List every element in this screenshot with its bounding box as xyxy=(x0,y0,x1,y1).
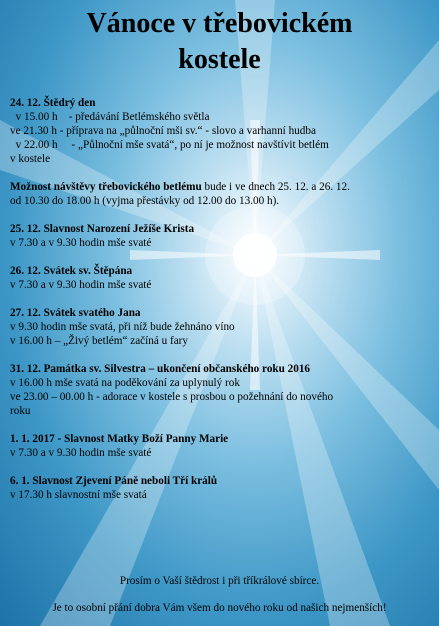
schedule xyxy=(10,96,436,502)
day25-heading: 25. 12. Slavnost Narození Ježíše Krista xyxy=(10,223,195,235)
visit-rest: bude i ve dnech 25. 12. a 26. 12. xyxy=(201,181,350,193)
footer-line-2: Je to osobní přání dobra Vám všem do nového roku od našich nejmenších! xyxy=(52,602,387,614)
footer-line-1: Prosím o Vaší štědrost i při tříkrálové sbírce. xyxy=(119,575,320,587)
day1-heading: 1. 1. 2017 - Slavnost Matky Boží Panny Marie xyxy=(10,433,229,445)
day24-line-4: v kostele xyxy=(10,153,51,165)
visit-line-2: od 10.30 do 18.00 h (vyjma přestávky od 12.00 do 13.00 h). xyxy=(10,195,280,207)
day27-line-2: v 16.00 h – „Živý betlém“ začíná u fary xyxy=(10,335,189,347)
day6-line-1: v 17.30 h slavnostní mše svatá xyxy=(10,489,147,501)
day26-heading: 26. 12. Svátek sv. Štěpána xyxy=(10,265,133,277)
visit-line-1 xyxy=(10,180,436,194)
day27-heading: 27. 12. Svátek svatého Jana xyxy=(10,307,141,319)
title-line-1: Vánoce v třebovickém xyxy=(86,8,353,39)
day24-heading: 24. 12. Štědrý den xyxy=(10,97,96,109)
day24-line-2: ve 21.30 h - příprava na „půlnoční mši sv.“ - slovo a varhanní hudba xyxy=(10,125,316,137)
day31-line-2: ve 23.00 – 00.00 h - adorace v kostele s prosbou o požehnání do nového xyxy=(10,391,334,403)
day31-heading: 31. 12. Památka sv. Silvestra – ukončení občanského roku 2016 xyxy=(10,363,311,375)
day24-line-3: v 22.00 h - „Půlnoční mše svatá“, po ní je možnost navštívit betlém xyxy=(10,139,329,151)
day31-line-3: roku xyxy=(10,405,31,417)
visit-bold: Možnost návštěvy třebovického betlému xyxy=(10,181,202,193)
day26-line-1: v 7.30 a v 9.30 hodin mše svaté xyxy=(10,279,152,291)
day24-line-1: v 15.00 h - předávání Betlémského světla xyxy=(10,111,210,123)
day1-line-1: v 7.30 a v 9.30 hodin mše svaté xyxy=(10,447,152,459)
day25-line-1: v 7.30 a v 9.30 hodin mše svaté xyxy=(10,237,152,249)
title-line-2: kostele xyxy=(178,44,261,75)
day6-heading: 6. 1. Slavnost Zjevení Páně neboli Tří králů xyxy=(10,475,218,487)
day27-line-1: v 9.30 hodin mše svatá, při níž bude žehnáno víno xyxy=(10,321,235,333)
day31-line-1: v 16.00 h mše svatá na poděkování za uplynulý rok xyxy=(10,377,240,389)
poster-title xyxy=(0,6,439,78)
